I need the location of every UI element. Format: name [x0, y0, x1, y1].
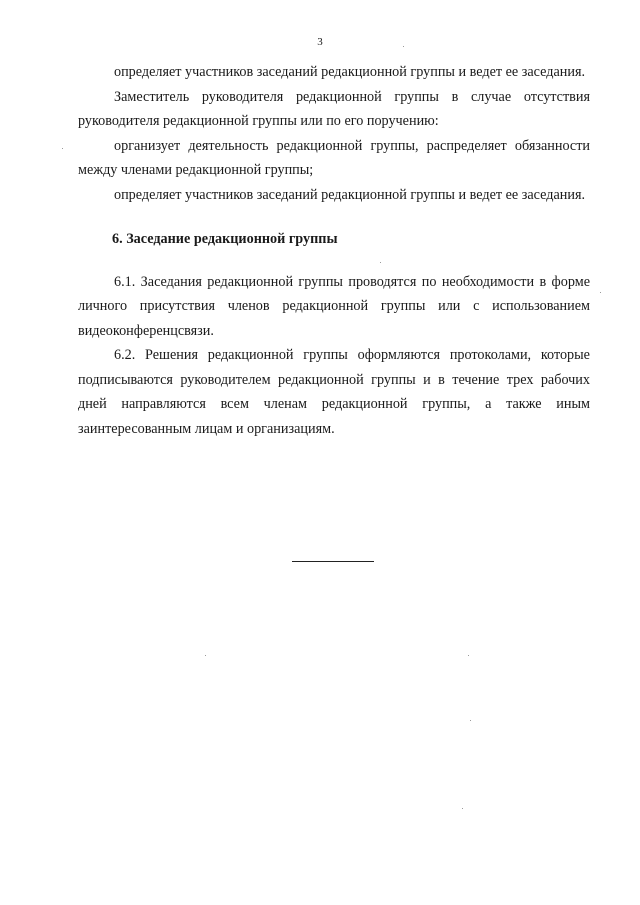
paragraph-participants-2: определяет участников заседаний редакционной группы и ведет ее заседания.: [114, 186, 586, 203]
paragraph-6-2: 6.2. Решения редакционной группы оформляются протоколами, которые подписываются руководителем редакционной группы и в течение трех рабочих дней направляются всем членам редакционной группы, а также иным заинтересованным лицам и организациям.: [78, 347, 590, 437]
scan-speck: [470, 720, 471, 721]
scan-speck: [403, 46, 404, 47]
paragraph-organizes: организует деятельность редакционной группы, распределяет обязанности между членами редакционной группы;: [78, 137, 590, 178]
section-heading: 6. Заседание редакционной группы: [112, 231, 338, 247]
paragraph-deputy: Заместитель руководителя редакционной группы в случае отсутствия руководителя редакционной группы или по его поручению:: [78, 88, 590, 129]
scan-speck: [380, 262, 381, 263]
scan-speck: [468, 655, 469, 656]
end-rule: [292, 561, 374, 562]
scan-speck: [205, 655, 206, 656]
paragraph-participants-1: определяет участников заседаний редакционной группы и ведет ее заседания.: [114, 64, 586, 80]
scan-speck: [62, 148, 63, 149]
scan-speck: [600, 292, 601, 293]
scan-speck: [462, 808, 463, 809]
document-body: [78, 60, 590, 441]
page-number: 3: [317, 36, 323, 48]
paragraph-6-1: 6.1. Заседания редакционной группы проводятся по необходимости в форме личного присутствия членов редакционной группы или с использованием видеоконференцсвязи.: [78, 273, 590, 339]
